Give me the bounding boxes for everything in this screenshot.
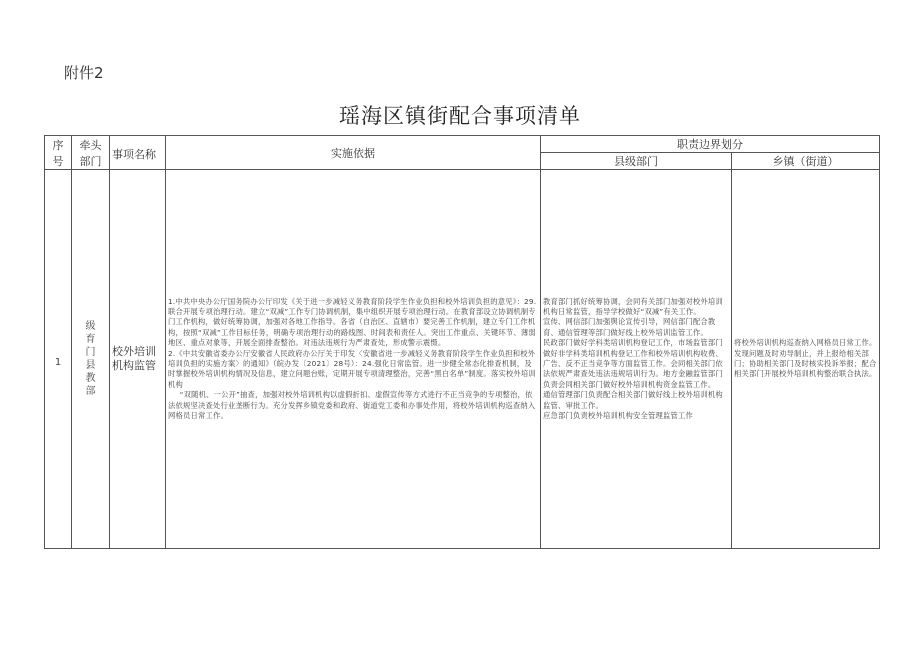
basis-paragraph-1: 1.中共中央办公厅国务院办公厅印发《关于进一步减轻义务教育阶段学生作业负担和校外培训负担的意见》：29.联合开展专项治理行动。建立“双减”工作专门协调机制，集中组织开展专项治理行动。在教育部设立协调机制专门工作机构，做好统筹协调，加强对各地工作指导。各省（自治区、直辖市）要完善工作机制，建立专门工作机构，按照“双减”工作目标任务，明确专项治理行动的路线图、时间表和责任人。突出工作重点、关键环节、薄弱地区、重点对象等，开展全面排查整治。对违法违规行为严肃查处，形成警示震慑。 [168, 296, 537, 348]
header-basis [166, 136, 541, 170]
cell-basis [166, 170, 541, 549]
basis-paragraph-2: 2.《中共安徽省委办公厅安徽省人民政府办公厅关于印发〈安徽省进一步减轻义务教育阶段学生作业负担和校外培训负担的实施方案〉的通知》（皖办发〔2021〕28号）：24.强化日常监管。进一步健全常态化排查机制，及时掌握校外培训机构情况及信息，建立问题台账，定期开展专项清理整治，完善“黑白名单”制度。落实校外培训机构 [168, 348, 536, 389]
row-county [543, 297, 729, 422]
header-responsibility [541, 136, 880, 153]
attachment-label: 附件2 [64, 64, 104, 82]
row-seq: 1 [54, 356, 62, 368]
header-township [732, 153, 880, 170]
county-paragraph-1: 教育部门抓好统筹协调，会同有关部门加强对校外培训机构日常监管，指导学校做好“双减”有关工作。 [543, 296, 723, 316]
header-item-name [110, 136, 166, 170]
header-basis-text: 实施依据 [331, 146, 375, 160]
header-lead-top: 牵头 [79, 138, 102, 152]
county-paragraph-4: 通信管理部门负责配合相关部门做好线上校外培训机构监管、审批工作。 [543, 390, 723, 410]
row-lead-dept: 级育门县教部 [85, 321, 96, 397]
header-lead-dept [72, 136, 110, 170]
row-basis [168, 297, 538, 422]
header-responsibility-text: 职责边界划分 [677, 138, 743, 151]
row-item-name: 校外培训机构监管 [112, 345, 156, 372]
header-lead-bottom: 部门 [79, 154, 102, 168]
row-township: 将校外培训机构巡查纳入网格员日常工作。发现问题及时劝导制止，并上报给相关部门；协助相关部门及时核实投诉举报；配合相关部门开展校外培训机构整治联合执法。 [734, 338, 877, 379]
header-county-text: 县级部门 [614, 155, 658, 168]
cell-county [541, 170, 732, 549]
basis-paragraph-3: “双随机、一公开”抽查，加强对校外培训机构以虚假折扣、虚假宣传等方式进行不正当竞争的专项整治，依法依规坚决查处行业垄断行为。充分发挥乡镇党委和政府、街道党工委和办事处作用，将校外培训机构巡查纳入网格员日常工作。 [168, 390, 536, 421]
header-item-name-text: 事项名称 [112, 148, 156, 161]
header-seq-top: 序 [52, 138, 64, 152]
header-seq-bottom: 号 [52, 154, 64, 168]
cell-item-name [110, 170, 166, 549]
table-row [45, 170, 880, 549]
county-paragraph-3: 民政部门做好学科类培训机构登记工作，市场监管部门做好非学科类培训机构登记工作和校外培训机构收费、广告、反不正当竞争等方面监管工作。会同相关部门依法依规严肃查处违法违规培训行为。地方金融监管部门负责会同相关部门做好校外培训机构资金监管工作。 [543, 338, 723, 389]
cell-township [732, 170, 880, 549]
cell-lead-dept [72, 170, 110, 549]
header-county [541, 153, 732, 170]
header-township-text: 乡镇（街道） [772, 155, 839, 168]
matters-table [44, 135, 880, 549]
header-seq [45, 136, 72, 170]
county-paragraph-2: 宣传、网信部门加强舆论宣传引导，网信部门配合教育、通信管理等部门做好线上校外培训监管工作。 [543, 317, 716, 337]
document-title: 瑶海区镇街配合事项清单 [339, 104, 581, 128]
county-paragraph-5: 应急部门负责校外培训机构安全管理监管工作 [543, 411, 693, 421]
cell-seq [45, 170, 72, 549]
